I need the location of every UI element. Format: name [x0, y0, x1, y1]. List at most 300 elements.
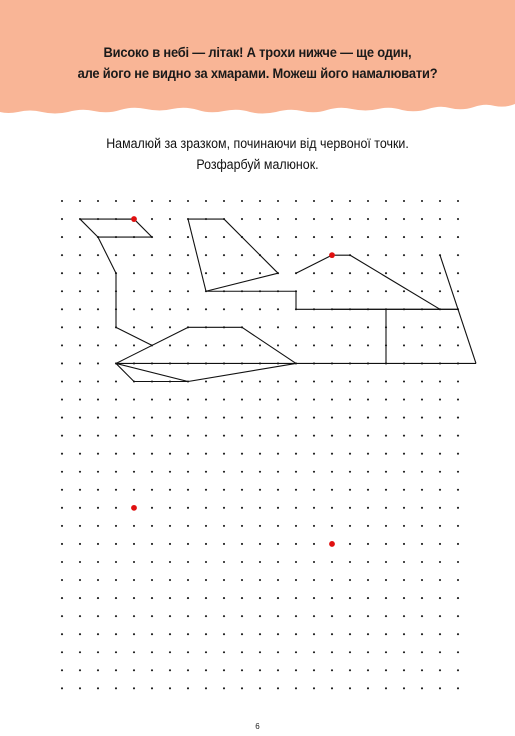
grid-dot — [313, 561, 315, 563]
grid-dot — [259, 380, 261, 382]
grid-dot — [331, 615, 333, 617]
grid-dot — [367, 236, 369, 238]
grid-dot — [115, 399, 117, 401]
grid-dot — [385, 236, 387, 238]
grid-dot — [403, 507, 405, 509]
grid-dot — [223, 308, 225, 310]
grid-dot — [97, 344, 99, 346]
grid-dot — [313, 579, 315, 581]
grid-dot — [241, 525, 243, 527]
grid-dot — [151, 471, 153, 473]
grid-dot — [133, 200, 135, 202]
grid-dot — [241, 489, 243, 491]
grid-dot — [349, 471, 351, 473]
grid-dot — [169, 254, 171, 256]
grid-dot — [277, 308, 279, 310]
grid-dot — [259, 308, 261, 310]
grid-dot — [187, 579, 189, 581]
grid-dot — [277, 236, 279, 238]
grid-dot — [187, 236, 189, 238]
grid-dot — [223, 687, 225, 689]
grid-dot — [223, 254, 225, 256]
grid-dot — [97, 399, 99, 401]
grid-dot — [259, 200, 261, 202]
grid-dot — [349, 380, 351, 382]
grid-dot — [223, 633, 225, 635]
grid-dot — [385, 272, 387, 274]
grid-dot — [367, 453, 369, 455]
grid-dot — [205, 435, 207, 437]
grid-dot — [169, 344, 171, 346]
grid-dot — [223, 597, 225, 599]
grid-dot — [115, 254, 117, 256]
grid-dot — [385, 597, 387, 599]
grid-dot — [403, 561, 405, 563]
grid-dot — [241, 633, 243, 635]
grid-dot — [331, 290, 333, 292]
grid-dot — [151, 435, 153, 437]
grid-dot — [439, 272, 441, 274]
grid-dot — [169, 399, 171, 401]
grid-dot — [97, 453, 99, 455]
grid-dot — [367, 380, 369, 382]
grid-dot — [313, 380, 315, 382]
grid-dot — [79, 435, 81, 437]
grid-dot — [367, 543, 369, 545]
grid-dot — [79, 290, 81, 292]
grid-dot — [61, 399, 63, 401]
grid-dot — [403, 597, 405, 599]
grid-dot — [115, 417, 117, 419]
grid-dot — [349, 417, 351, 419]
grid-dot — [367, 579, 369, 581]
grid-dot — [133, 561, 135, 563]
grid-dot — [205, 651, 207, 653]
grid-dot — [295, 254, 297, 256]
grid-dot — [79, 417, 81, 419]
grid-dot — [277, 489, 279, 491]
grid-dot — [367, 254, 369, 256]
grid-dot — [97, 543, 99, 545]
grid-dot — [403, 254, 405, 256]
grid-dot — [115, 687, 117, 689]
grid-dot — [241, 543, 243, 545]
grid-dot — [259, 525, 261, 527]
grid-dot — [97, 687, 99, 689]
grid-dot — [295, 687, 297, 689]
grid-dot — [349, 489, 351, 491]
grid-dot — [205, 236, 207, 238]
grid-dot — [133, 489, 135, 491]
grid-dot — [367, 489, 369, 491]
grid-dot — [439, 344, 441, 346]
grid-dot — [367, 525, 369, 527]
grid-dot — [403, 344, 405, 346]
grid-dot — [277, 579, 279, 581]
grid-dot — [115, 200, 117, 202]
grid-dot — [457, 218, 459, 220]
grid-dot — [421, 417, 423, 419]
grid-dot — [169, 471, 171, 473]
grid-dot — [349, 615, 351, 617]
grid-dot — [457, 525, 459, 527]
grid-dot — [457, 200, 459, 202]
grid-dot — [205, 633, 207, 635]
grid-dot — [241, 344, 243, 346]
instruction-line-2: Розфарбуй малюнок. — [196, 157, 319, 172]
grid-dot — [151, 254, 153, 256]
grid-dot — [97, 380, 99, 382]
grid-dot — [349, 218, 351, 220]
grid-dot — [115, 507, 117, 509]
grid-dot — [79, 669, 81, 671]
grid-dot — [151, 453, 153, 455]
grid-dot — [97, 579, 99, 581]
grid-dot — [439, 543, 441, 545]
grid-dot — [367, 399, 369, 401]
grid-dot — [241, 254, 243, 256]
grid-dot — [79, 597, 81, 599]
grid-dot — [79, 236, 81, 238]
grid-dot — [79, 399, 81, 401]
grid-dot — [241, 579, 243, 581]
grid-dot — [79, 687, 81, 689]
grid-dot — [295, 399, 297, 401]
grid-dot — [79, 471, 81, 473]
grid-dot — [259, 471, 261, 473]
grid-dot — [97, 561, 99, 563]
grid-dot — [457, 669, 459, 671]
grid-dot — [331, 435, 333, 437]
grid-dot — [439, 417, 441, 419]
grid-dot — [403, 453, 405, 455]
grid-dot — [313, 254, 315, 256]
grid-dot — [277, 380, 279, 382]
grid-dot — [385, 615, 387, 617]
grid-dot — [403, 290, 405, 292]
grid-dot — [331, 218, 333, 220]
grid-dot — [439, 651, 441, 653]
grid-dot — [61, 489, 63, 491]
grid-dot — [403, 687, 405, 689]
grid-dot — [97, 597, 99, 599]
grid-dot — [349, 579, 351, 581]
instruction-line-1: Намалюй за зразком, починаючи від червоної точки. — [106, 136, 409, 151]
grid-dot — [151, 399, 153, 401]
grid-dot — [421, 435, 423, 437]
grid-dot — [223, 651, 225, 653]
red-start-dot[interactable] — [131, 505, 137, 511]
grid-dot — [61, 471, 63, 473]
grid-dot — [367, 272, 369, 274]
grid-dot — [421, 218, 423, 220]
grid-dot — [205, 254, 207, 256]
grid-dot — [313, 669, 315, 671]
grid-dot — [313, 687, 315, 689]
grid-dot — [97, 362, 99, 364]
grid-dot — [133, 254, 135, 256]
grid-dot — [457, 380, 459, 382]
grid-dot — [151, 417, 153, 419]
grid-dot — [259, 669, 261, 671]
grid-dot — [349, 236, 351, 238]
grid-dot — [367, 687, 369, 689]
grid-dot — [331, 633, 333, 635]
grid-dot — [133, 597, 135, 599]
grid-dot — [79, 362, 81, 364]
grid-dot — [61, 417, 63, 419]
grid-dot — [313, 633, 315, 635]
grid-dot — [151, 218, 153, 220]
grid-dot — [403, 435, 405, 437]
grid-dot — [259, 633, 261, 635]
grid-dot — [61, 272, 63, 274]
red-start-dot[interactable] — [329, 541, 335, 547]
grid-dot — [421, 290, 423, 292]
grid-dot — [349, 669, 351, 671]
grid-dot — [115, 380, 117, 382]
grid-dot — [277, 615, 279, 617]
grid-dot — [115, 579, 117, 581]
grid-dot — [259, 344, 261, 346]
grid-dot — [97, 471, 99, 473]
grid-dot — [205, 579, 207, 581]
grid-dot — [187, 489, 189, 491]
grid-dot — [439, 615, 441, 617]
grid-dot — [97, 254, 99, 256]
grid-dot — [331, 687, 333, 689]
grid-dot — [115, 453, 117, 455]
plane-outline-segment — [296, 255, 440, 309]
grid-dot — [151, 290, 153, 292]
grid-dot — [403, 651, 405, 653]
grid-dot — [367, 200, 369, 202]
grid-dot — [241, 453, 243, 455]
grid-dot — [385, 435, 387, 437]
grid-dot — [205, 525, 207, 527]
grid-dot — [331, 489, 333, 491]
grid-dot — [115, 633, 117, 635]
grid-dot — [403, 380, 405, 382]
grid-dot — [277, 399, 279, 401]
grid-dot — [331, 417, 333, 419]
grid-dot — [277, 471, 279, 473]
grid-dot — [187, 687, 189, 689]
grid-dot — [151, 615, 153, 617]
grid-dot — [403, 218, 405, 220]
grid-dot — [205, 669, 207, 671]
grid-dot — [295, 615, 297, 617]
grid-dot — [79, 489, 81, 491]
grid-dot — [259, 543, 261, 545]
grid-dot — [223, 380, 225, 382]
grid-dot — [421, 200, 423, 202]
grid-dot — [277, 453, 279, 455]
grid-dot — [439, 399, 441, 401]
grid-dot — [115, 615, 117, 617]
grid-dot — [187, 615, 189, 617]
grid-dot — [295, 633, 297, 635]
grid-dot — [331, 561, 333, 563]
grid-dot — [223, 525, 225, 527]
grid-dot — [205, 489, 207, 491]
grid-dot — [457, 633, 459, 635]
grid-dot — [61, 579, 63, 581]
grid-dot — [61, 651, 63, 653]
grid-dot — [169, 561, 171, 563]
grid-dot — [151, 308, 153, 310]
grid-dot — [259, 236, 261, 238]
grid-dot — [331, 507, 333, 509]
grid-dot — [61, 687, 63, 689]
plane-outline-segment — [188, 219, 278, 291]
grid-dot — [403, 326, 405, 328]
grid-dot — [313, 597, 315, 599]
grid-dot — [367, 507, 369, 509]
grid-dot — [439, 489, 441, 491]
grid-dot — [61, 561, 63, 563]
grid-dot — [385, 218, 387, 220]
grid-dot — [169, 200, 171, 202]
grid-dot — [349, 344, 351, 346]
grid-dot — [385, 399, 387, 401]
grid-dot — [349, 326, 351, 328]
grid-dot — [403, 417, 405, 419]
grid-dot — [133, 525, 135, 527]
grid-dot — [277, 435, 279, 437]
grid-dot — [223, 417, 225, 419]
grid-dot — [313, 344, 315, 346]
grid-dot — [331, 272, 333, 274]
grid-dot — [133, 471, 135, 473]
grid-dot — [115, 435, 117, 437]
grid-dot — [115, 543, 117, 545]
grid-dot — [169, 236, 171, 238]
grid-dot — [421, 272, 423, 274]
grid-dot — [439, 633, 441, 635]
grid-dot — [295, 326, 297, 328]
grid-dot — [367, 471, 369, 473]
grid-dot — [421, 344, 423, 346]
grid-dot — [331, 326, 333, 328]
red-start-dot[interactable] — [329, 252, 335, 258]
grid-dot — [97, 326, 99, 328]
grid-dot — [259, 651, 261, 653]
grid-dot — [133, 687, 135, 689]
grid-dot — [313, 417, 315, 419]
grid-dot — [349, 435, 351, 437]
grid-dot — [223, 344, 225, 346]
grid-dot — [61, 615, 63, 617]
grid-dot — [133, 579, 135, 581]
grid-dot — [241, 200, 243, 202]
grid-dot — [61, 254, 63, 256]
grid-dot — [277, 254, 279, 256]
red-start-dot[interactable] — [131, 216, 137, 222]
grid-dot — [133, 651, 135, 653]
grid-dot — [79, 308, 81, 310]
grid-dot — [187, 344, 189, 346]
grid-dot — [385, 543, 387, 545]
grid-dot — [331, 651, 333, 653]
grid-dot — [295, 669, 297, 671]
grid-dot — [241, 308, 243, 310]
grid-dot — [61, 290, 63, 292]
grid-dot — [277, 633, 279, 635]
grid-dot — [277, 651, 279, 653]
grid-dot — [205, 272, 207, 274]
grid-dot — [421, 687, 423, 689]
grid-dot — [169, 579, 171, 581]
grid-dot — [421, 507, 423, 509]
grid-dot — [187, 200, 189, 202]
grid-dot — [115, 561, 117, 563]
grid-dot — [457, 290, 459, 292]
grid-dot — [367, 651, 369, 653]
grid-dot — [385, 507, 387, 509]
grid-dot — [97, 651, 99, 653]
grid-dot — [259, 326, 261, 328]
grid-dot — [421, 579, 423, 581]
grid-dot — [79, 272, 81, 274]
grid-dot — [385, 471, 387, 473]
grid-dot — [403, 633, 405, 635]
grid-dot — [187, 435, 189, 437]
grid-dot — [205, 471, 207, 473]
grid-dot — [223, 453, 225, 455]
grid-dot — [331, 236, 333, 238]
grid-dot — [295, 525, 297, 527]
grid-dot — [277, 417, 279, 419]
grid-dot — [205, 344, 207, 346]
grid-dot — [133, 417, 135, 419]
grid-dot — [169, 669, 171, 671]
grid-dot — [223, 669, 225, 671]
grid-dot — [349, 200, 351, 202]
grid-dot — [115, 597, 117, 599]
grid-dot — [115, 489, 117, 491]
grid-dot — [331, 200, 333, 202]
grid-dot — [367, 561, 369, 563]
grid-dot — [277, 687, 279, 689]
grid-dot — [259, 435, 261, 437]
grid-dot — [385, 687, 387, 689]
grid-dot — [313, 507, 315, 509]
grid-dot — [439, 218, 441, 220]
grid-dot — [205, 687, 207, 689]
grid-dot — [187, 651, 189, 653]
grid-dot — [259, 597, 261, 599]
grid-dot — [313, 471, 315, 473]
plane-outline-segment — [458, 309, 476, 363]
grid-dot — [295, 489, 297, 491]
header-line-1: Високо в небі — літак! А трохи нижче — ще один, — [103, 44, 412, 60]
grid-dot — [133, 435, 135, 437]
sample-airplane-drawing — [80, 219, 476, 381]
grid-dot — [313, 236, 315, 238]
grid-dot — [385, 254, 387, 256]
grid-dot — [367, 218, 369, 220]
grid-dot — [313, 543, 315, 545]
grid-dot — [79, 561, 81, 563]
grid-dot — [187, 471, 189, 473]
grid-dot — [421, 399, 423, 401]
grid-dot — [241, 651, 243, 653]
grid-dot — [385, 561, 387, 563]
grid-dot — [169, 417, 171, 419]
grid-dot — [421, 615, 423, 617]
grid-dot — [331, 525, 333, 527]
